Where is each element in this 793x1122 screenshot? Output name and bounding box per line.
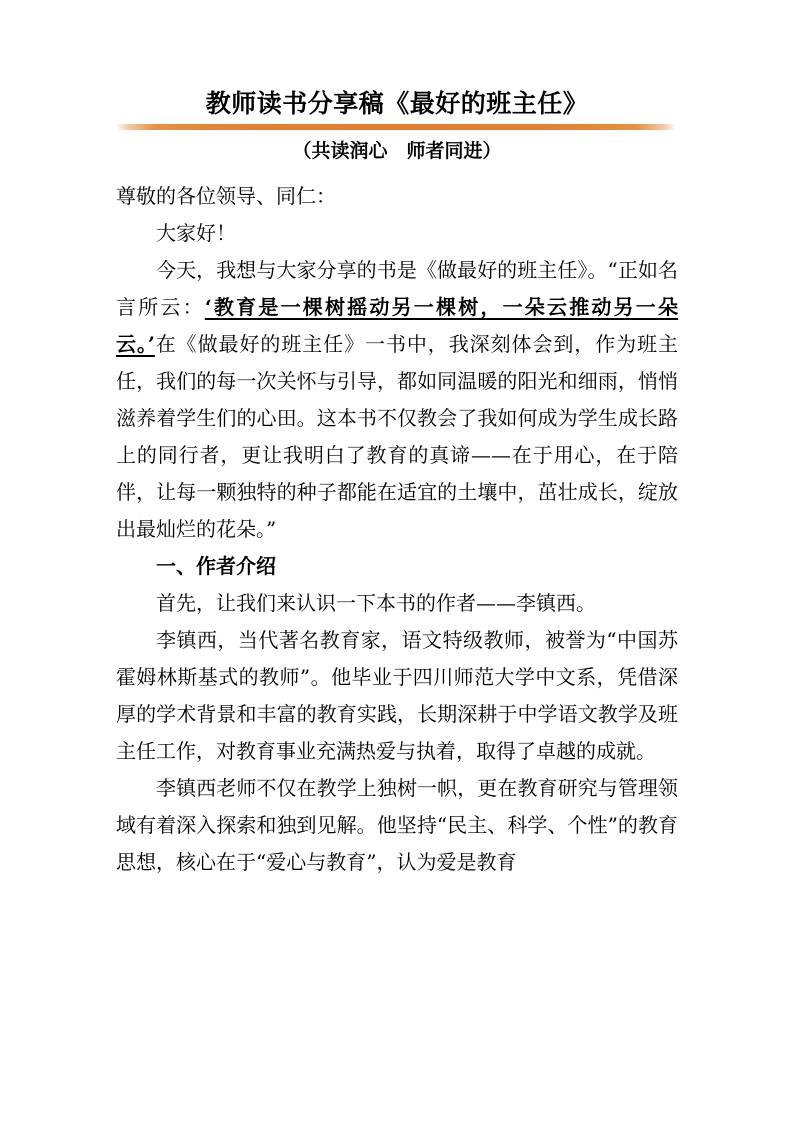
author-intro-paragraph-3: 李镇西老师不仅在教学上独树一帜，更在教育研究与管理领域有着深入探索和独到见解。他坚持“民主、科学、个性”的教育思想，核心在于“爱心与教育”，认为爱是教育: [116, 776, 678, 874]
section-heading-author-intro: 一、作者介绍: [156, 554, 276, 578]
greeting-paragraph: 大家好！: [156, 221, 236, 245]
title-divider-rule: [116, 124, 676, 130]
author-intro-paragraph-1: 首先，让我们来认识一下本书的作者——李镇西。: [156, 591, 596, 615]
salutation-line: 尊敬的各位领导、同仁：: [116, 184, 336, 208]
page-title: 教师读书分享稿《最好的班主任》: [205, 89, 589, 118]
intro-paragraph: [116, 252, 678, 548]
document-body: [116, 178, 678, 881]
highlighted-quote: ‘教育是一棵树摇动另一棵树，一朵云推动另一朵云。’: [116, 295, 679, 356]
author-intro-paragraph-2: 李镇西，当代著名教育家，语文特级教师，被誉为“中国苏霍姆林斯基式的教师”。他毕业于四川师范大学中文系，凭借深厚的学术背景和丰富的教育实践，长期深耕于中学语文教学及班主任工作，对教育事业充满热爱与执着，取得了卓越的成就。: [116, 628, 678, 763]
title-block: [116, 0, 678, 166]
document-subtitle: （共读润心 师者同进）: [292, 140, 502, 162]
intro-text-before-quote: 今天，我想与大家分享的书是《做最好的班主任》。“正如名言所云：: [116, 258, 678, 319]
document-content: [116, 0, 678, 881]
intro-text-after-quote: 在《做最好的班主任》一书中，我深刻体会到，作为班主任，我们的每一次关怀与引导，都如同温暖的阳光和细雨，悄悄滋养着学生们的心田。这本书不仅教会了我如何成为学生成长路上的同行者，更让我明白了教育的真谛——在于用心，在于陪伴，让每一颗独特的种子都能在适宜的土壤中，茁壮成长，绽放出最灿烂的花朵。”: [116, 332, 679, 541]
